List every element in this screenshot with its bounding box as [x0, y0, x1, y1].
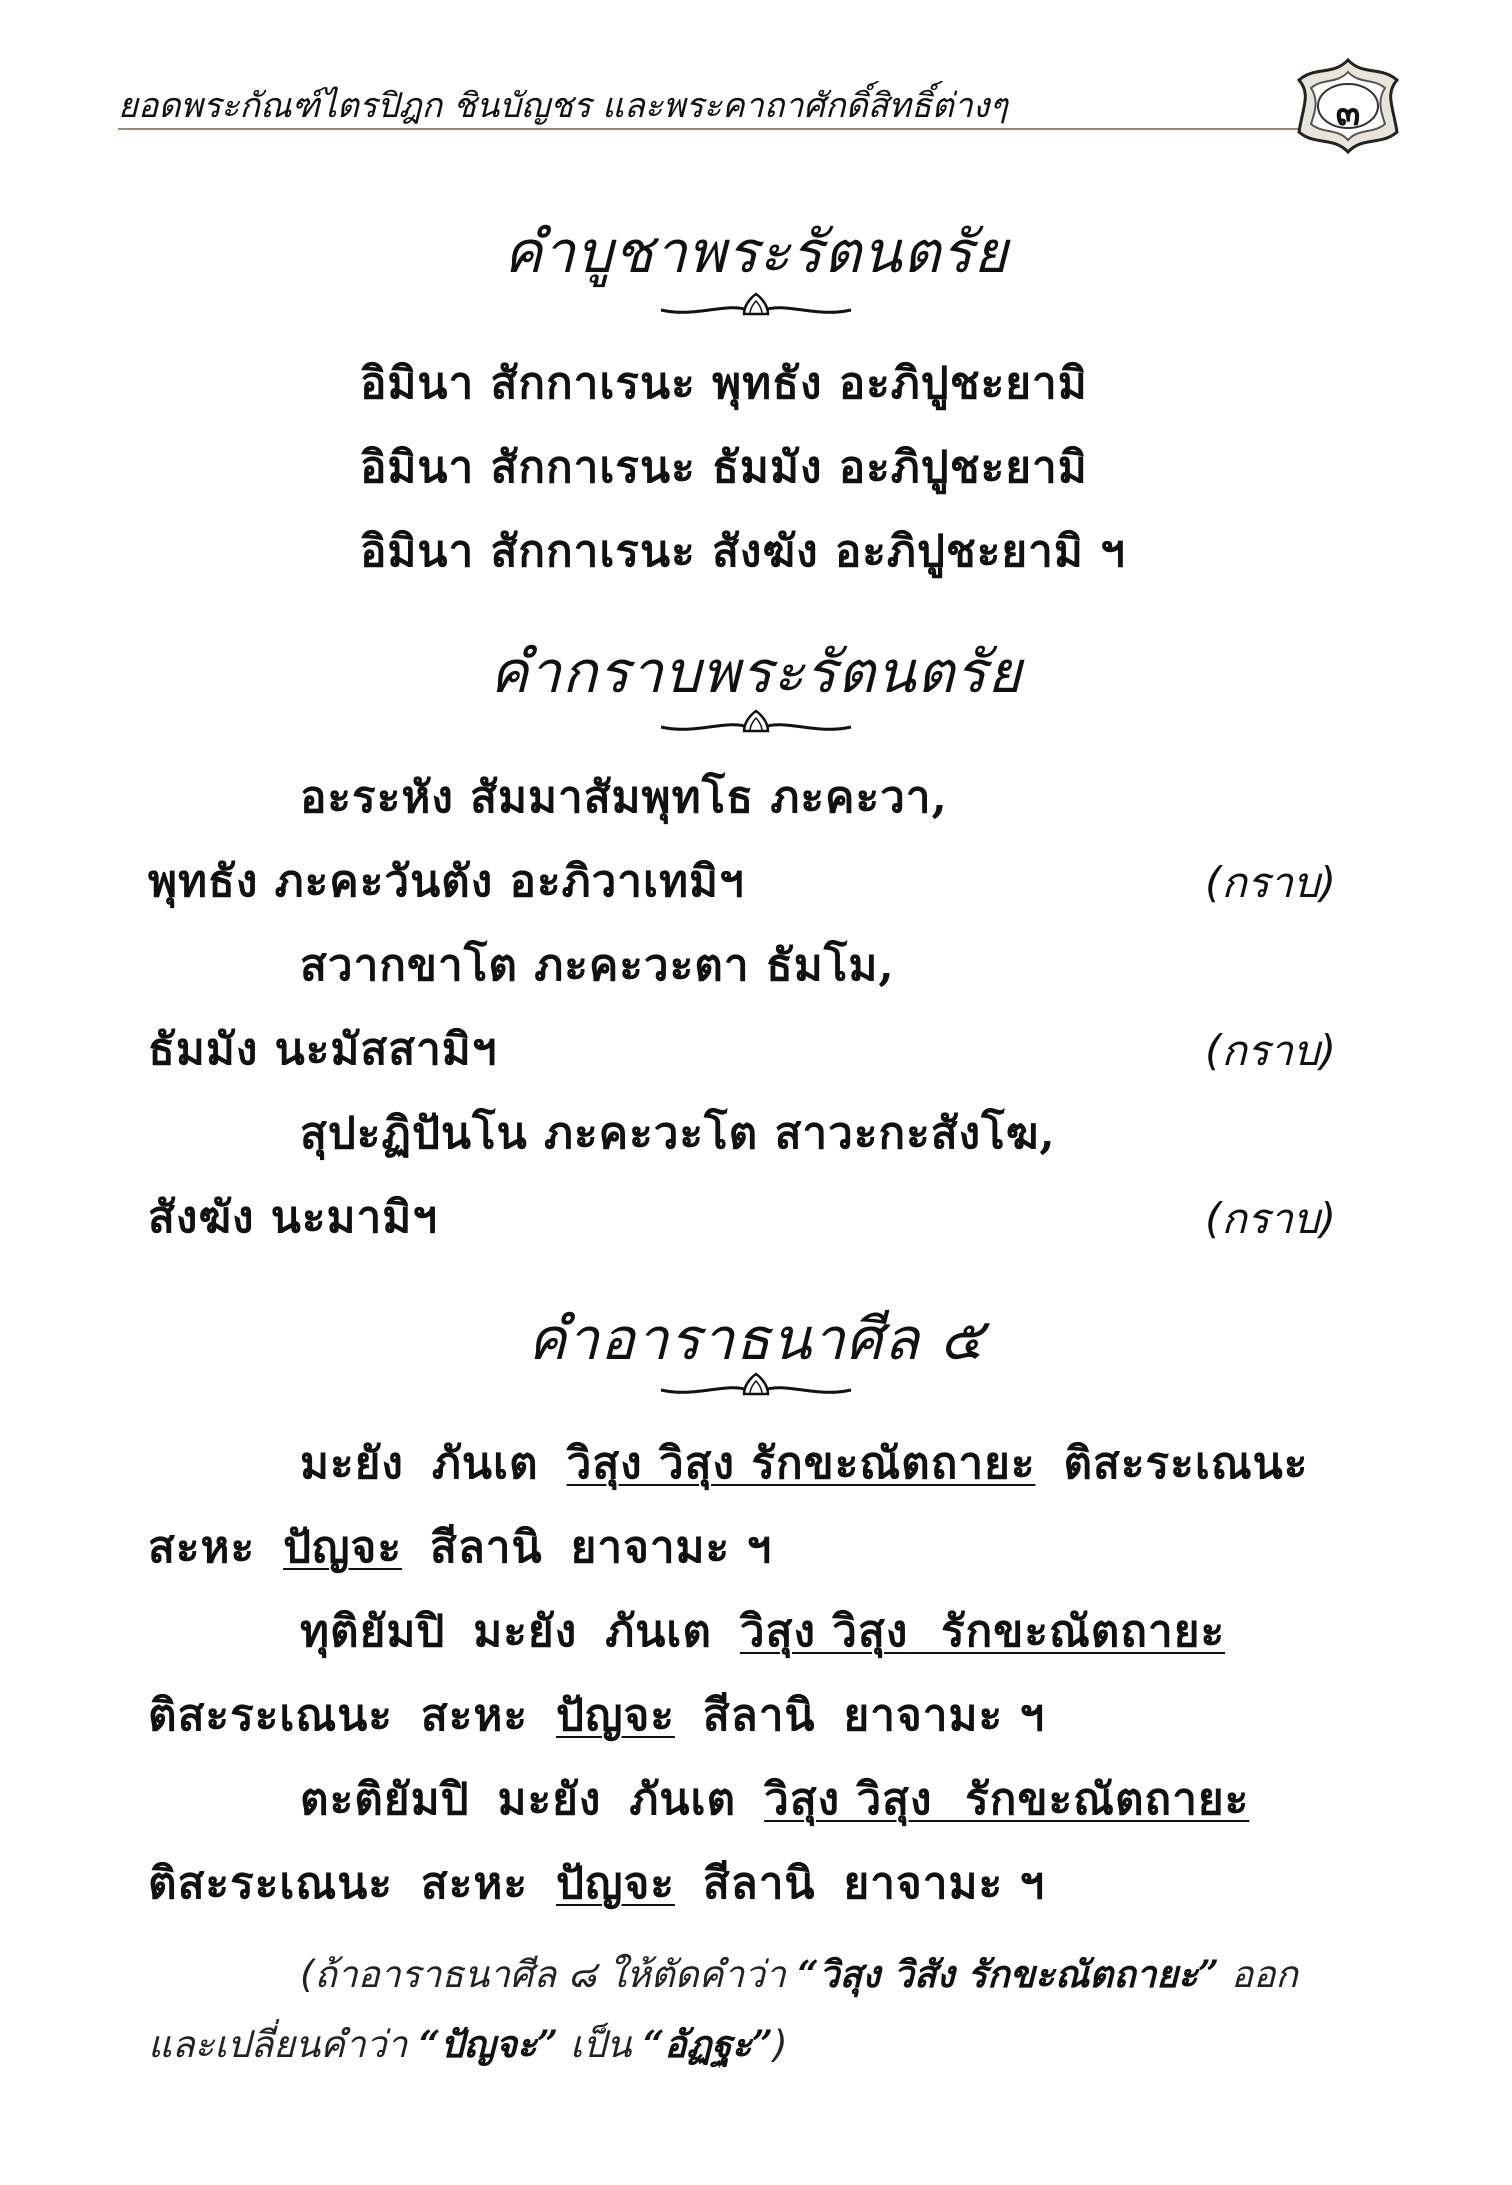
section-title-worship: คำบูชาพระรัตนตรัย	[503, 218, 1009, 286]
precepts-note-line-1: (ถ้าอาราธนาศีล ๘ ให้ตัดคำว่า “วิสุง วิสัง รักขะณัตถายะ” ออก	[300, 1952, 1298, 1996]
worship-line-1: อิมินา สักกาเรนะ พุทธัง อะภิปูชะยามิ	[360, 358, 1088, 409]
precepts-line-2: สะหะ ปัญจะ สีลานิ ยาจามะ ฯ	[148, 1522, 773, 1573]
worship-line-2: อิมินา สักกาเรนะ ธัมมัง อะภิปูชะยามิ	[360, 442, 1088, 493]
precepts-line-6: ติสะระเณนะ สะหะ ปัญจะ สีลานิ ยาจามะ ฯ	[148, 1858, 1046, 1909]
precepts-line-3: ทุติยัมปิ มะยัง ภันเต วิสุง วิสุง รักขะณัตถายะ	[300, 1606, 1226, 1657]
prostration-line-1: อะระหัง สัมมาสัมพุทโธ ภะคะวา,	[300, 772, 948, 823]
prostration-line-5: สุปะฏิปันโน ภะคะวะโต สาวะกะสังโฆ,	[300, 1108, 1056, 1159]
divider-ornament-icon	[656, 288, 856, 328]
section-title-precepts: คำอาราธนาศีล ๕	[527, 1305, 985, 1373]
divider-ornament-icon	[656, 705, 856, 745]
prostration-line-3: สวากขาโต ภะคะวะตา ธัมโม,	[300, 940, 895, 991]
precepts-note-line-2: และเปลี่ยนคำว่า “ปัญจะ” เป็น “อัฏฐะ”)	[148, 2022, 788, 2066]
header-rule	[118, 128, 1298, 130]
prostration-line-2: พุทธัง ภะคะวันตัง อะภิวาเทมิฯ	[148, 856, 745, 907]
page-number: ๓	[1335, 93, 1361, 134]
response-label-1: (กราบ)	[1205, 858, 1337, 907]
divider-ornament-icon	[656, 1368, 856, 1408]
running-title: ยอดพระกัณฑ์ไตรปิฎก ชินบัญชร และพระคาถาศักดิ์สิทธิ์ต่างๆ	[118, 86, 1008, 126]
prostration-line-6: สังฆัง นะมามิฯ	[148, 1192, 438, 1243]
page-number-badge	[1293, 56, 1403, 156]
response-label-3: (กราบ)	[1205, 1194, 1337, 1243]
precepts-line-5: ตะติยัมปิ มะยัง ภันเต วิสุง วิสุง รักขะณัตถายะ	[300, 1774, 1250, 1825]
precepts-line-1: มะยัง ภันเต วิสุง วิสุง รักขะณัตถายะ ติสะระเณนะ	[300, 1438, 1309, 1489]
precepts-line-4: ติสะระเณนะ สะหะ ปัญจะ สีลานิ ยาจามะ ฯ	[148, 1690, 1046, 1741]
worship-line-3: อิมินา สักกาเรนะ สังฆัง อะภิปูชะยามิ ฯ	[360, 526, 1126, 577]
prostration-line-4: ธัมมัง นะมัสสามิฯ	[148, 1024, 498, 1075]
page-header	[118, 56, 1408, 136]
response-label-2: (กราบ)	[1205, 1026, 1337, 1075]
section-title-prostration: คำกราบพระรัตนตรัย	[489, 638, 1023, 706]
